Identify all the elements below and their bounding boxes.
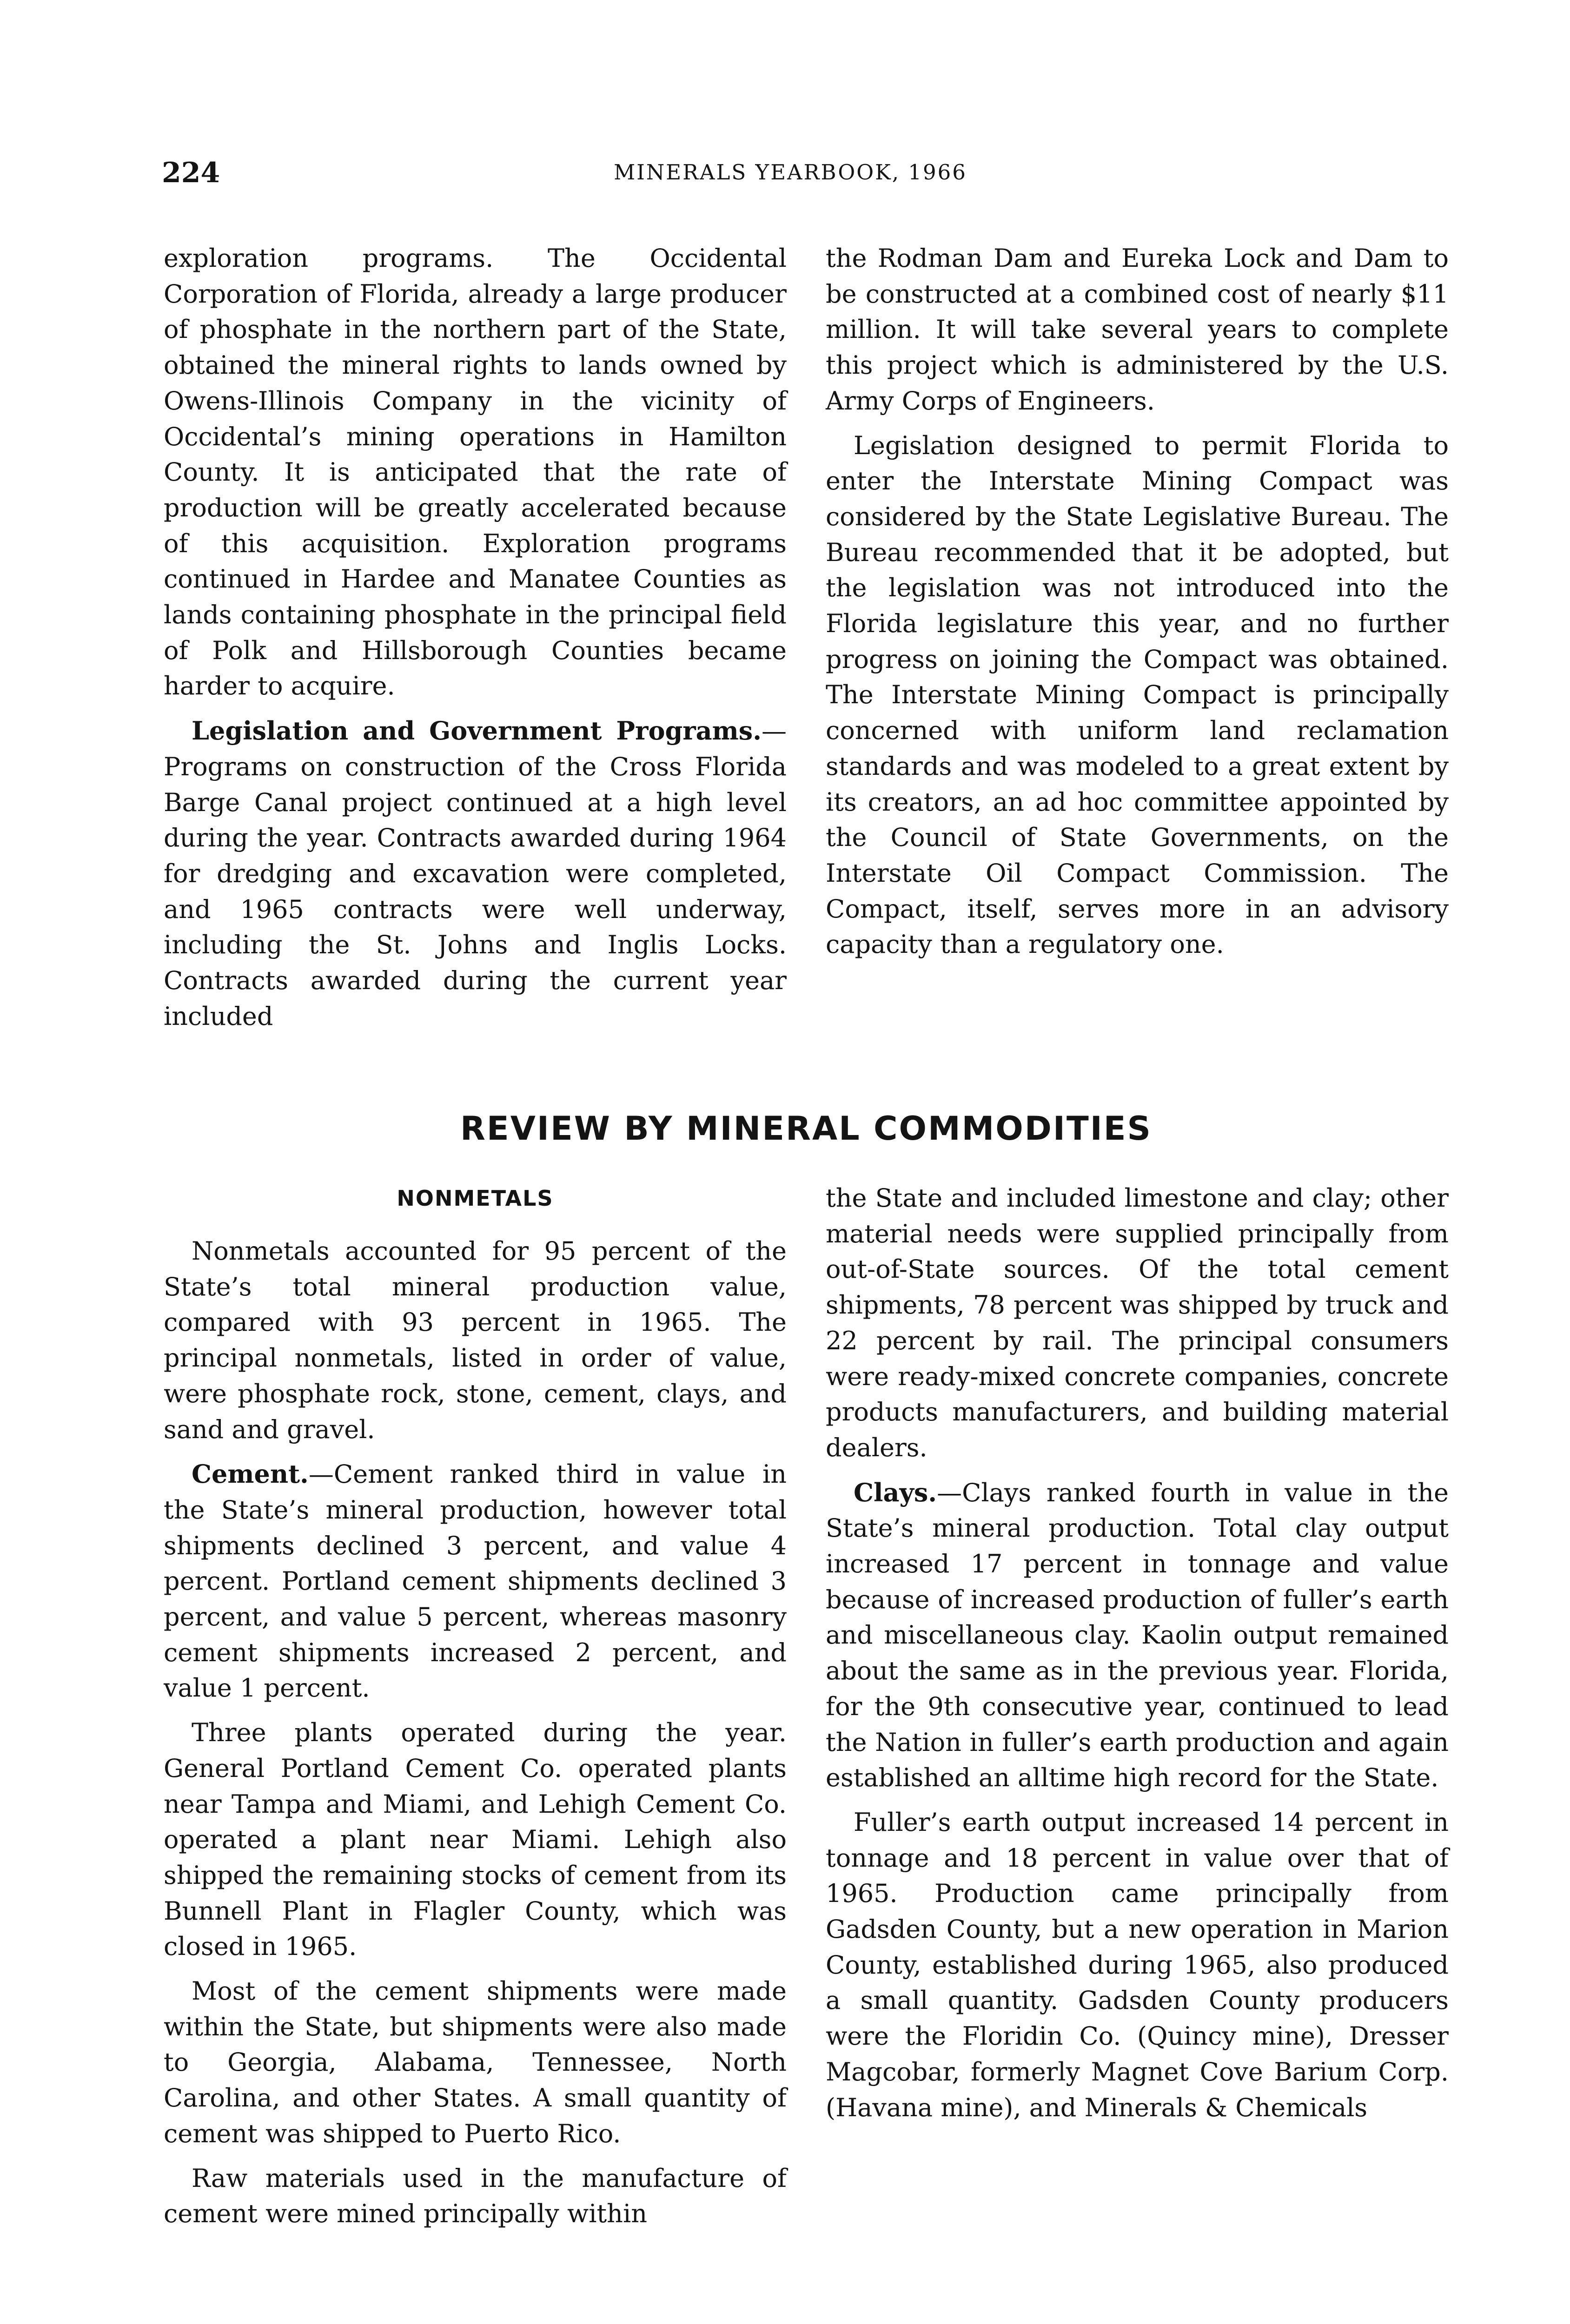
paragraph-fullers-earth: Fuller’s earth output increased 14 percent in tonnage and 18 percent in value over that of 1965. Production came principally from Gadsden County, but a new operation in Marion County, established during 1965, also produced a small quantity. Gadsden County producers were the Floridin Co. (Quincy mine), Dresser Magcobar, formerly Magnet Cove Barium Corp. (Havana mine), and Minerals & Chemicals — [826, 1807, 1449, 2122]
paragraph-rodman-dam: the Rodman Dam and Eureka Lock and Dam to be constructed at a combined cost of nearly $11 million. It will take several years to complete this project which is administered by the U.S. Army Corps of Engineers. — [826, 244, 1449, 416]
top-left-column — [164, 241, 787, 1034]
paragraph-three-plants: Three plants operated during the year. General Portland Cement Co. operated plants near Tampa and Miami, and Lehigh Cement Co. operated a plant near Miami. Lehigh also shipped the remaining stocks of cement from its Bunnell Plant in Flagler County, which was closed in 1965. — [164, 1718, 787, 1961]
paragraph-shipments: Most of the cement shipments were made within the State, but shipments were also made to Georgia, Alabama, Tennessee, North Carolina, and other States. A small quantity of cement was shipped to Puerto Rico. — [164, 1976, 787, 2148]
paragraph-exploration: exploration programs. The Occidental Corporation of Florida, already a large producer of phosphate in the northern part of the State, obtained the mineral rights to lands owned by Owens-Illinois Company in the vicinity of Occidental’s mining operations in Hamilton County. It is anticipated that the rate of production will be greatly accelerated because of this acquisition. Exploration programs continued in Hardee and Manatee Counties as lands containing phosphate in the principal field of Polk and Hillsborough Counties became harder to acquire. — [164, 244, 787, 701]
bottom-left-column — [164, 1181, 787, 2232]
paragraph-mining-compact: Legislation designed to permit Florida to enter the Interstate Mining Compact was considered by the State Legislative Bureau. The Bureau recommended that it be adopted, but the legislation was not introduced into the Florida legislature this year, and no further progress on joining the Compact was obtained. The Interstate Mining Compact is principally concerned with uniform land reclamation standards and was modeled to a great extent by its creators, an ad hoc committee appointed by the Council of State Governments, on the Interstate Oil Compact Commission. The Compact, itself, serves more in an advisory capacity than a regulatory one. — [826, 430, 1449, 959]
top-right-column — [826, 241, 1449, 963]
legislation-body: Programs on construction of the Cross Florida Barge Canal project continued at a high level during the year. Contracts awarded during 1964 for dredging and excavation were completed, and 1965 contracts were well underway, including the St. Johns and Inglis Locks. Contracts awarded during the current year included — [164, 752, 787, 1031]
cement-body: Cement ranked third in value in the State’s mineral production, however total shipments declined 3 percent, and value 4 percent. Portland cement shipments declined 3 percent, and value 5 percent, whereas masonry cement shipments increased 2 percent, and value 1 percent. — [164, 1459, 787, 1703]
bottom-right-column — [826, 1181, 1449, 2126]
paragraph-legislation — [164, 713, 787, 1034]
clays-dash: — — [937, 1478, 962, 1507]
paragraph-consumers: the State and included limestone and clay; other material needs were supplied principally from out-of-State sources. Of the total cement shipments, 78 percent was shipped by truck and 22 percent by rail. The principal consumers were ready-mixed concrete companies, concrete products manufacturers, and building material dealers. — [826, 1183, 1449, 1462]
section-heading: REVIEW BY MINERAL COMMODITIES — [460, 1109, 1152, 1148]
legislation-dash: — — [762, 716, 787, 746]
cement-side-heading: Cement. — [192, 1459, 309, 1489]
page-number: 224 — [162, 157, 220, 189]
clays-body: Clays ranked fourth in value in the State’s mineral production. Total clay output increased 17 percent in tonnage and value because of increased production of fuller’s earth and miscellaneous clay. Kaolin output remained about the same as in the previous year. Florida, for the 9th consecutive year, continued to lead the Nation in fuller’s earth production and again established an alltime high record for the State. — [826, 1478, 1449, 1793]
paragraph-raw-materials: Raw materials used in the manufacture of cement were mined principally within — [164, 2163, 787, 2229]
clays-side-heading: Clays. — [854, 1477, 937, 1507]
paragraph-clays — [826, 1475, 1449, 1796]
paragraph-cement — [164, 1456, 787, 1706]
nonmetals-subheading: NONMETALS — [397, 1186, 554, 1211]
cement-dash: — — [308, 1459, 334, 1489]
legislation-side-heading: Legislation and Government Programs. — [192, 716, 762, 746]
paragraph-nonmetals: Nonmetals accounted for 95 percent of the State’s total mineral production value, compared with 93 percent in 1965. The principal nonmetals, listed in order of value, were phosphate rock, stone, cement, clays, and sand and gravel. — [164, 1236, 787, 1444]
running-title: MINERALS YEARBOOK, 1966 — [614, 160, 967, 185]
